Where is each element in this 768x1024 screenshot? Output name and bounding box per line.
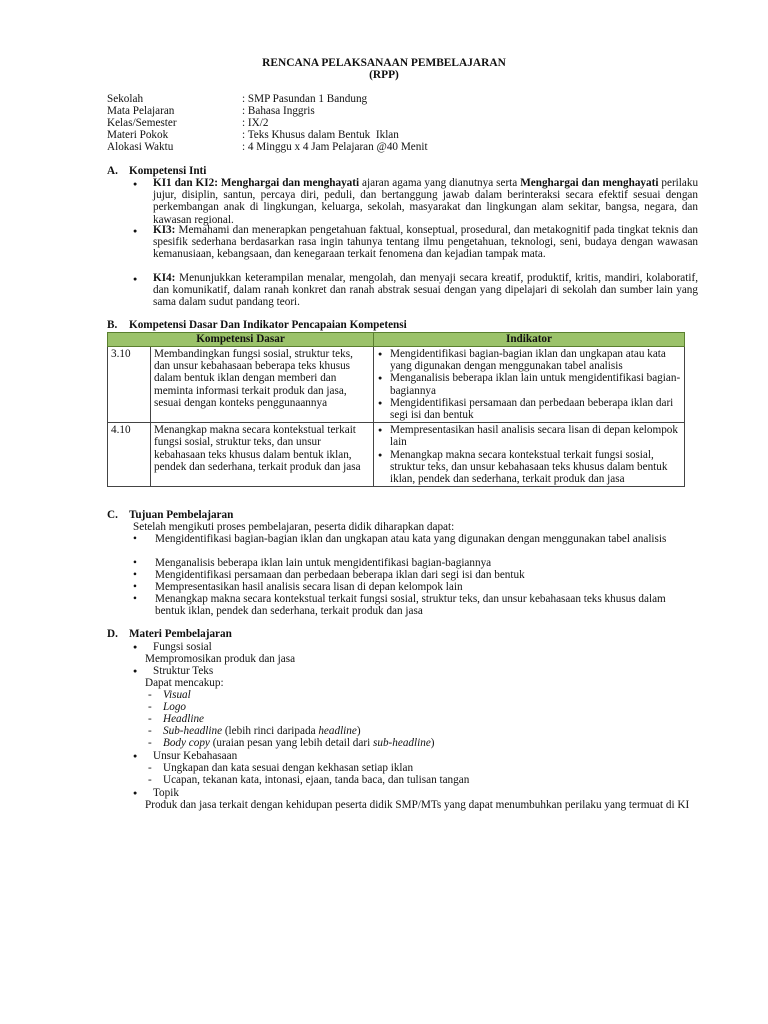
ki4-label: KI4: <box>153 272 176 284</box>
ki1-bullet: ● <box>133 180 138 188</box>
topik-bullet: ● Topik <box>133 787 179 799</box>
topik-text: Produk dan jasa terkait dengan kehidupan peserta didik SMP/MTs yang dapat menumbuhkan perilaku yang termuat di KI <box>145 799 690 811</box>
ki4-text: Menunjukkan keterampilan menalar, mengolah, dan menyaji secara kreatif, produktif, kritis, mandiri, kolaboratif, dan komunikatif, dalam ranah konkret dan ranah abstrak sesuai dengan yang dipelajari di sekolah dan sumber lain yang sama dalam sudut pandang teori. <box>153 272 698 309</box>
ki1-text-1: ajaran agama yang dianutnya serta <box>362 177 518 189</box>
kd-text: Membandingkan fungsi sosial, struktur teks, dan unsur kebahasaan beberapa teks khusus dalam bentuk iklan dengan memberi dan meminta informasi terkait produk dan jasa, sesuai dengan konteks penggunaannya <box>151 347 374 423</box>
indikator-cell <box>374 347 685 423</box>
ki3-paragraph <box>153 224 698 261</box>
tujuan-item: Mempresentasikan hasil analisis secara lisan di depan kelompok lain <box>155 581 463 593</box>
unsur-item: Ungkapan dan kata sesuai dengan kekhasan setiap iklan <box>163 762 414 774</box>
ki1-text-2: perilaku jujur, disiplin, santun, percaya diri, peduli, dan bertanggung jawab dalam berinteraksi secara efektif sesuai dengan perkembangan anak di lingkungan, keluarga, sekolah, masyarakat dan lingkungan alam sekitar, bangsa, negara, dan kawasan regional. <box>153 177 699 226</box>
label-kelas-semester: Kelas/Semester <box>107 117 177 129</box>
kd-number: 4.10 <box>108 423 151 487</box>
label-sekolah: Sekolah <box>107 93 144 105</box>
topik-label: Topik <box>153 787 179 799</box>
document-title: RENCANA PELAKSANAAN PEMBELAJARAN <box>262 57 506 69</box>
tujuan-item: Mengidentifikasi persamaan dan perbedaan beberapa iklan dari segi isi dan bentuk <box>155 569 525 581</box>
ki1-label: KI1 dan KI2: <box>153 177 218 189</box>
ki1-bold-phrase: Menghargai dan menghayati <box>220 177 360 189</box>
value-materi-pokok: : Teks Khusus dalam Bentuk Iklan <box>242 129 399 141</box>
unsur-dash: - <box>148 762 152 774</box>
section-a-number: A. <box>107 165 118 177</box>
table-header-row <box>108 333 685 347</box>
struktur-item-bodycopy: Body copy (uraian pesan yang lebih detail dari sub-headline) <box>163 737 435 749</box>
section-a-heading <box>107 165 206 177</box>
fungsi-sosial-text: Mempromosikan produk dan jasa <box>145 653 296 665</box>
section-b-number: B. <box>107 319 118 331</box>
header-kompetensi-dasar: Kompetensi Dasar <box>108 333 374 347</box>
struktur-teks-label: Struktur Teks <box>153 665 214 677</box>
value-kelas-semester: : IX/2 <box>242 117 269 129</box>
section-d-number: D. <box>107 628 118 640</box>
struktur-dash: - <box>148 689 152 701</box>
ki4-paragraph <box>153 272 698 309</box>
section-c-title: Tujuan Pembelajaran <box>129 509 234 521</box>
tujuan-item: Menganalisis beberapa iklan lain untuk mengidentifikasi bagian-bagiannya <box>155 557 492 569</box>
value-mata-pelajaran: : Bahasa Inggris <box>242 105 315 117</box>
struktur-item-visual: Visual <box>163 689 191 701</box>
ki1-paragraph <box>153 177 698 226</box>
tujuan-item: Menangkap makna secara kontekstual terkait fungsi sosial, struktur teks, dan unsur kebahasaan teks khusus dalam bentuk iklan, pendek dan sederhana, terkait produk dan jasa <box>155 593 666 618</box>
fungsi-sosial-bullet: ● Fungsi sosial <box>133 641 212 653</box>
tujuan-bullet: • <box>133 581 137 593</box>
kd-text: Menangkap makna secara kontekstual terkait fungsi sosial, struktur teks, dan unsur kebahasaan teks khusus dalam bentuk iklan, pendek dan sederhana, terkait produk dan jasa <box>151 423 374 487</box>
section-b-title: Kompetensi Dasar Dan Indikator Pencapaian Kompetensi <box>129 319 407 331</box>
section-a-title: Kompetensi Inti <box>129 165 207 177</box>
section-d-title: Materi Pembelajaran <box>129 628 232 640</box>
struktur-dash: - <box>148 701 152 713</box>
unsur-kebahasaan-label: Unsur Kebahasaan <box>153 750 238 762</box>
unsur-kebahasaan-bullet: ● Unsur Kebahasaan <box>133 750 238 762</box>
fungsi-sosial-label: Fungsi sosial <box>153 641 212 653</box>
value-sekolah: : SMP Pasundan 1 Bandung <box>242 93 368 105</box>
struktur-dash: - <box>148 713 152 725</box>
indikator-item: ● Menangkap makna secara kontekstual terkait fungsi sosial, struktur teks, dan unsur kebahasaan teks khusus dalam bentuk iklan, pendek dan sederhana, terkait produk dan jasa <box>390 449 681 486</box>
indikator-item: ● Menganalisis beberapa iklan lain untuk mengidentifikasi bagian-bagiannya <box>390 372 681 396</box>
section-c-number: C. <box>107 509 118 521</box>
struktur-item-logo: Logo <box>163 701 187 713</box>
unsur-item: Ucapan, tekanan kata, intonasi, ejaan, tanda baca, dan tulisan tangan <box>163 774 470 786</box>
indikator-item: ● Mengidentifikasi bagian-bagian iklan dan ungkapan atau kata yang digunakan dengan menggunakan tabel analisis <box>390 348 681 372</box>
unsur-dash: - <box>148 774 152 786</box>
tujuan-item: Mengidentifikasi bagian-bagian iklan dan ungkapan atau kata yang digunakan dengan menggunakan tabel analisis <box>155 533 667 545</box>
table-row <box>108 347 685 423</box>
kompetensi-table <box>107 332 685 487</box>
indikator-item: ● Mengidentifikasi persamaan dan perbedaan beberapa iklan dari segi isi dan bentuk <box>390 397 681 421</box>
document-subtitle: (RPP) <box>369 69 399 81</box>
struktur-dash: - <box>148 737 152 749</box>
section-b-heading <box>107 319 407 331</box>
tujuan-bullet: • <box>133 557 137 569</box>
struktur-item-subheadline: Sub-headline (lebih rinci daripada headline) <box>163 725 361 737</box>
section-d-heading <box>107 628 232 640</box>
section-c-heading <box>107 509 233 521</box>
tujuan-bullet: • <box>133 593 137 605</box>
header-indikator: Indikator <box>374 333 685 347</box>
struktur-teks-intro: Dapat mencakup: <box>145 677 224 689</box>
struktur-dash: - <box>148 725 152 737</box>
tujuan-bullet: • <box>133 569 137 581</box>
struktur-item-headline: Headline <box>163 713 205 725</box>
ki3-bullet: ● <box>133 227 138 235</box>
kd-number: 3.10 <box>108 347 151 423</box>
ki4-bullet: ● <box>133 275 138 283</box>
label-materi-pokok: Materi Pokok <box>107 129 169 141</box>
ki3-text: Memahami dan menerapkan pengetahuan faktual, konseptual, prosedural, dan metakognitif pada tingkat teknis dan spesifik sederhana berdasarkan rasa ingin tahunya tentang ilmu pengetahuan, teknologi, seni, budaya dengan wawasan kemanusiaan, kebangsaan, dan kenegaraan terkait fenomena dan kejadian tampak mata. <box>153 224 699 261</box>
indikator-item: ● Mempresentasikan hasil analisis secara lisan di depan kelompok lain <box>390 424 681 448</box>
value-alokasi-waktu: : 4 Minggu x 4 Jam Pelajaran @40 Menit <box>242 141 428 153</box>
struktur-teks-bullet: ● Struktur Teks <box>133 665 214 677</box>
tujuan-bullet: • <box>133 533 137 545</box>
tujuan-intro: Setelah mengikuti proses pembelajaran, peserta didik diharapkan dapat: <box>133 521 455 533</box>
label-mata-pelajaran: Mata Pelajaran <box>107 105 175 117</box>
indikator-cell <box>374 423 685 487</box>
label-alokasi-waktu: Alokasi Waktu <box>107 141 174 153</box>
ki2-bold-phrase: Menghargai dan menghayati <box>520 177 659 189</box>
table-row <box>108 423 685 487</box>
ki3-label: KI3: <box>153 224 176 236</box>
